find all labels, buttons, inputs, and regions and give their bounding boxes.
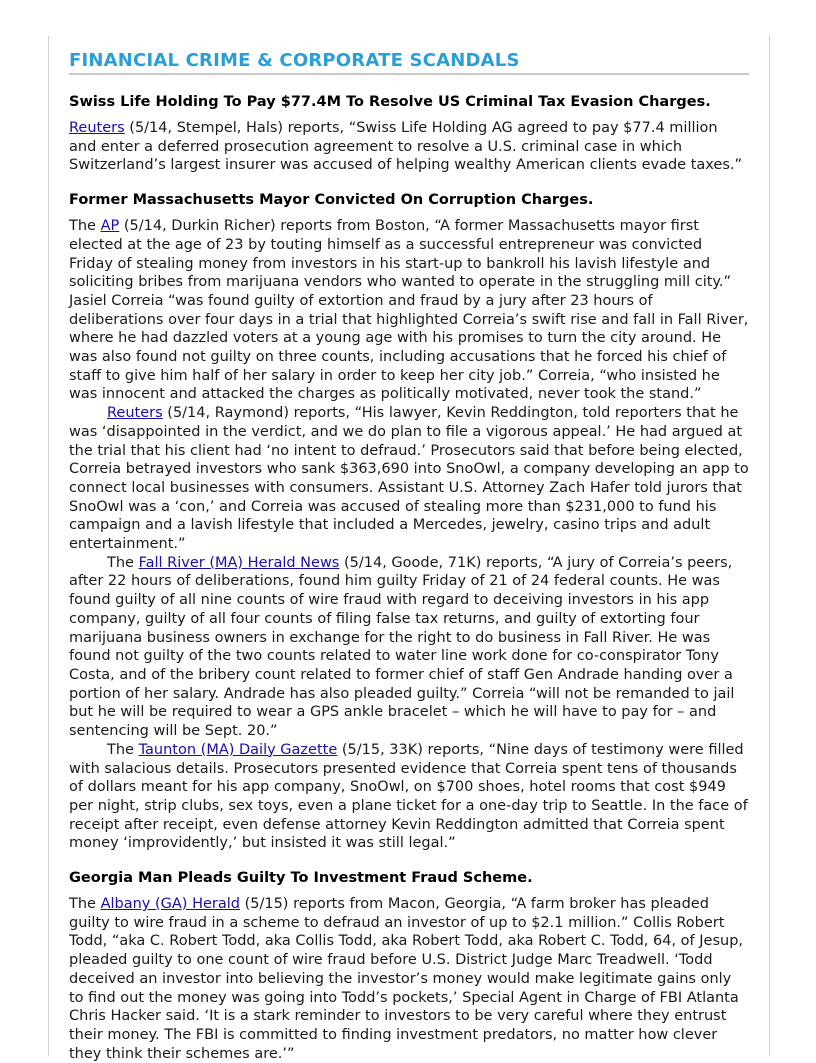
- source-link-reuters[interactable]: Reuters: [107, 405, 163, 422]
- source-link-albany-herald[interactable]: Albany (GA) Herald: [100, 896, 240, 913]
- source-link-taunton-daily-gazette[interactable]: Taunton (MA) Daily Gazette: [138, 741, 338, 758]
- source-link-fall-river-herald-news[interactable]: Fall River (MA) Herald News: [138, 554, 340, 571]
- paragraph-text: (5/15, 33K) reports, “Nine days of testimony were filled with salacious details. Prosecutors presented evidence that Correia spent tens of thousands of dollars meant for his app company, SnoOwl, on $700 shoes, hotel rooms that cost $949 per night, strip clubs, sex toys, even a plane ticket for a one-day trip to Seattle. In the face of receipt after receipt, even defense attorney Kevin Reddington admitted that Correia spent money ‘improvidently,’ but insisted it was still legal.”: [69, 741, 748, 852]
- story-paragraph: [69, 217, 749, 404]
- paragraph-lead: The: [107, 741, 139, 758]
- paragraph-text: (5/14, Goode, 71K) reports, “A jury of Correia’s peers, after 22 hours of deliberations, found him guilty Friday of 21 of 24 federal counts. He was found guilty of all nine counts of wire fraud with regard to deceiving investors in his app company, guilty of all four counts of filing false tax returns, and guilty of extorting four marijuana business owners in exchange for the right to do business in Fall River. He was found not guilty of the two counts related to water line work done for co-conspirator Tony Costa, and of the bribery count related to former chief of staff Gen Andrade handing over a portion of her salary. Andrade has also pleaded guilty.” Correia “will not be remanded to jail but he will be required to wear a GPS ankle bracelet – which he will have to pay for – and sentencing will be Sept. 20.”: [69, 554, 735, 740]
- paragraph-text: (5/14, Durkin Richer) reports from Boston, “A former Massachusetts mayor first elected at the age of 23 by touting himself as a successful entrepreneur was convicted Friday of stealing money from investors in his start-up to bankroll his lavish lifestyle and soliciting bribes from marijuana vendors who wanted to operate in the struggling mill city.” Jasiel Correia “was found guilty of extortion and fraud by a jury after 23 hours of deliberations over four days in a trial that highlighted Correia’s swift rise and fall in Fall River, where he had dazzled voters at a young age with his promises to turn the city around. He was also found not guilty on three counts, including accusations that he forced his chief of staff to give him half of her salary in order to keep her city job.” Correia, “who insisted he was innocent and attacked the charges as politically motivated, never took the stand.”: [69, 218, 749, 403]
- paragraph-lead: The: [69, 218, 101, 235]
- story-georgia-fraud: [69, 868, 749, 1063]
- newsletter-content: [69, 50, 749, 1063]
- paragraph-text: (5/15) reports from Macon, Georgia, “A farm broker has pleaded guilty to wire fraud in a scheme to defraud an investor of up to $2.1 million.” Collis Robert Todd, “aka C. Robert Todd, aka Collis Todd, aka Robert Todd, aka Robert C. Todd, 64, of Jesup, pleaded guilty to one count of wire fraud before U.S. District Judge Marc Treadwell. ‘Todd deceived an investor into believing the investor’s money would make legitimate gains only to find out the money was going into Todd’s pockets,’ Special Agent in Charge of FBI Atlanta Chris Hacker said. ‘It is a stark reminder to investors to be very careful where they entrust their money. The FBI is committed to finding investment predators, no matter how clever they think their schemes are.’”: [69, 896, 744, 1062]
- story-headline: Swiss Life Holding To Pay $77.4M To Resolve US Criminal Tax Evasion Charges.: [69, 94, 711, 110]
- story-headline: Former Massachusetts Mayor Convicted On Corruption Charges.: [69, 192, 594, 209]
- paragraph-text: (5/14, Stempel, Hals) reports, “Swiss Life Holding AG agreed to pay $77.4 million and enter a deferred prosecution agreement to resolve a U.S. criminal case in which Switzerland’s largest insurer was accused of helping wealthy American clients evade taxes.”: [69, 120, 743, 174]
- story-paragraph: [69, 404, 749, 554]
- section-title: FINANCIAL CRIME & CORPORATE SCANDALS: [69, 50, 749, 75]
- source-link-reuters[interactable]: Reuters: [69, 120, 125, 136]
- story-paragraph: [69, 895, 749, 1063]
- story-massachusetts-mayor: [69, 190, 749, 853]
- story-swiss-life: [69, 92, 749, 175]
- story-headline: Georgia Man Pleads Guilty To Investment Fraud Scheme.: [69, 870, 533, 887]
- paragraph-lead: The: [107, 554, 139, 571]
- page-frame: [48, 36, 770, 1062]
- source-link-ap[interactable]: AP: [100, 218, 120, 235]
- story-paragraph: [69, 554, 749, 741]
- paragraph-text: (5/14, Raymond) reports, “His lawyer, Kevin Reddington, told reporters that he was ‘disappointed in the verdict, and we do plan to file a vigorous appeal.’ He had argued at the trial that his client had ‘no intent to defraud.’ Prosecutors said that before being elected, Correia betrayed investors who sank $363,690 into SnoOwl, a company developing an app to connect local businesses with consumers. Assistant U.S. Attorney Zach Hafer told jurors that SnoOwl was a ‘con,’ and Correia was accused of stealing more than $231,000 to fund his campaign and a lavish lifestyle that included a Mercedes, jewelry, casino trips and adult entertainment.”: [69, 405, 749, 553]
- story-paragraph: [69, 741, 749, 853]
- paragraph-lead: The: [69, 896, 101, 913]
- story-paragraph: [69, 119, 749, 175]
